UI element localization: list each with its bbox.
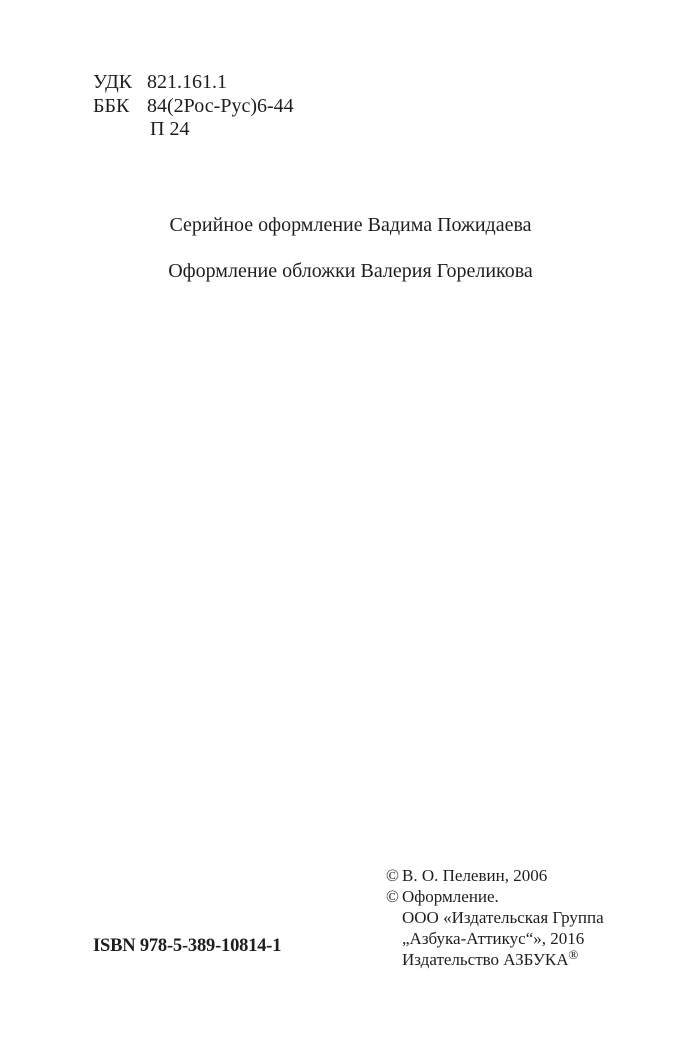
cover-design-credit: Оформление обложки Валерия Гореликова	[168, 260, 533, 282]
copyright-line: „Азбука-Аттикус“», 2016	[402, 929, 585, 948]
udc-label: УДК	[93, 71, 133, 93]
copyright-symbol: ©	[386, 866, 399, 885]
copyright-block	[386, 865, 604, 970]
publisher-name: Издательство АЗБУКА	[402, 950, 569, 969]
bbc-value: 84(2Рос-Рус)6-44	[147, 94, 294, 117]
copyright-line-publisher	[402, 949, 604, 970]
bbc-label: ББК	[93, 94, 130, 117]
copyright-entry-design	[386, 886, 604, 970]
udc-row	[93, 71, 294, 95]
registered-trademark-icon: ®	[568, 947, 579, 962]
bbc-row	[93, 95, 294, 119]
author-sign-row	[93, 118, 294, 142]
classification-block	[93, 71, 294, 142]
copyright-symbol: ©	[386, 887, 399, 906]
copyright-line: Оформление.	[402, 887, 499, 906]
copyright-line: ООО «Издательская Группа	[402, 908, 604, 927]
copyright-entry-design-lines	[402, 886, 604, 970]
copyright-entry-author-lines	[402, 865, 547, 886]
copyright-entry-author	[386, 865, 604, 886]
copyright-line: В. О. Пелевин, 2006	[402, 866, 548, 885]
isbn: ISBN 978-5-389-10814-1	[93, 936, 282, 956]
udc-value: 821.161.1	[147, 71, 227, 93]
author-sign-value: П 24	[150, 118, 190, 140]
series-design-credit: Серийное оформление Вадима Пожидаева	[169, 214, 532, 236]
